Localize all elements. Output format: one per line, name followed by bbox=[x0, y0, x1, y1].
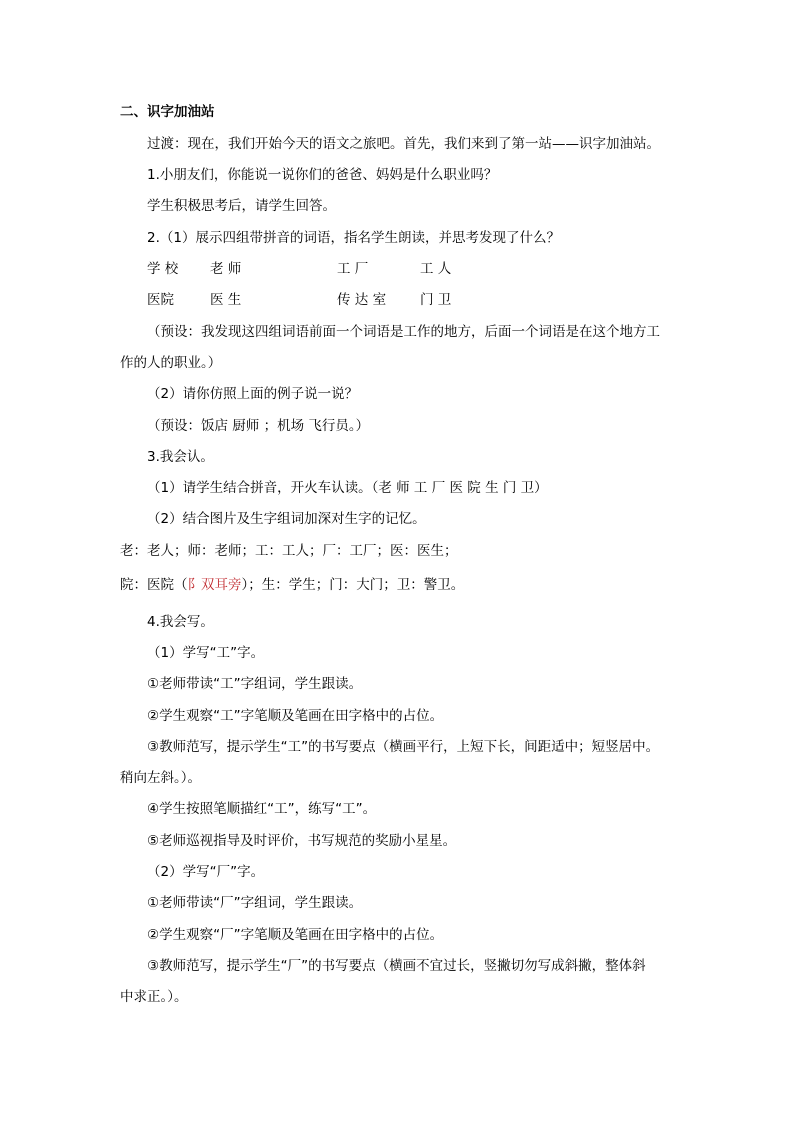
write-1-step-a: ①老师带读“工”字组词，学生跟读。 bbox=[147, 676, 363, 692]
write-2-title: （2）学写“厂”字。 bbox=[147, 864, 265, 880]
write-1-title: （1）学写“工”字。 bbox=[147, 645, 265, 661]
write-2-step-b: ②学生观察“厂”字笔顺及笔画在田字格中的占位。 bbox=[147, 927, 444, 943]
write-1-step-b: ②学生观察“工”字笔顺及笔画在田字格中的占位。 bbox=[147, 708, 444, 724]
write-1-step-c-line-2: 稍向左斜。）。 bbox=[120, 770, 201, 786]
write-1-step-d: ④学生按照笔顺描红“工”，练写“工”。 bbox=[147, 801, 377, 817]
question-1: 1.小朋友们，你能说一说你们的爸爸、妈妈是什么职业吗？ bbox=[147, 167, 498, 183]
radical-note: 阝双耳旁 bbox=[187, 577, 242, 593]
words-line-2 bbox=[120, 575, 464, 595]
word-cell: 工 人 bbox=[420, 261, 452, 277]
word-cell: 医院 bbox=[147, 292, 174, 308]
write-1-step-e: ⑤老师巡视指导及时评价，书写规范的奖励小星星。 bbox=[147, 833, 457, 849]
word-cell: 传 达 室 bbox=[337, 292, 387, 308]
word-cell: 工 厂 bbox=[337, 261, 369, 277]
write-2-step-a: ①老师带读“厂”字组词，学生跟读。 bbox=[147, 895, 363, 911]
section-title: 二、识字加油站 bbox=[120, 104, 215, 120]
preset-1-line-1: （预设：我发现这四组词语前面一个词语是工作的地方，后面一个词语是在这个地方工 bbox=[147, 324, 660, 340]
words-line-1: 老：老人；师：老师；工：工人；厂：工厂；医：医生； bbox=[120, 543, 458, 559]
word-cell: 老 师 bbox=[210, 261, 242, 277]
write-2-step-c-line-1: ③教师范写，提示学生“厂”的书写要点（横画不宜过长，竖撇切勿写成斜撇，整体斜 bbox=[147, 958, 646, 974]
question-1-note: 学生积极思考后，请学生回答。 bbox=[147, 198, 336, 214]
question-2-2: （2）请你仿照上面的例子说一说？ bbox=[147, 386, 359, 402]
question-3-1: （1）请学生结合拼音，开火车认读。（老 师 工 厂 医 院 生 门 卫） bbox=[147, 480, 548, 496]
word-cell: 门 卫 bbox=[420, 292, 452, 308]
word-cell: 医 生 bbox=[210, 292, 242, 308]
words-line-2-a: 院：医院（ bbox=[120, 577, 188, 593]
transition-paragraph: 过渡：现在，我们开始今天的语文之旅吧。首先，我们来到了第一站——识字加油站。 bbox=[147, 136, 660, 152]
words-line-2-b: ）；生：学生；门：大门；卫：警卫。 bbox=[241, 577, 465, 593]
write-2-step-c-line-2: 中求正。）。 bbox=[120, 989, 188, 1005]
preset-2: （预设：饭店 厨师 ；机场 飞行员。） bbox=[147, 418, 370, 434]
question-3: 3.我会认。 bbox=[147, 449, 214, 465]
preset-1-line-2: 作的人的职业。） bbox=[120, 355, 222, 371]
write-1-step-c-line-1: ③教师范写，提示学生“工”的书写要点（横画平行，上短下长，间距适中；短竖居中。 bbox=[147, 739, 660, 755]
question-3-2: （2）结合图片及生字组词加深对生字的记忆。 bbox=[147, 511, 426, 527]
question-4: 4.我会写。 bbox=[147, 614, 214, 630]
word-cell: 学 校 bbox=[147, 261, 179, 277]
question-2-1: 2.（1）展示四组带拼音的词语，指名学生朗读，并思考发现了什么？ bbox=[147, 230, 560, 246]
